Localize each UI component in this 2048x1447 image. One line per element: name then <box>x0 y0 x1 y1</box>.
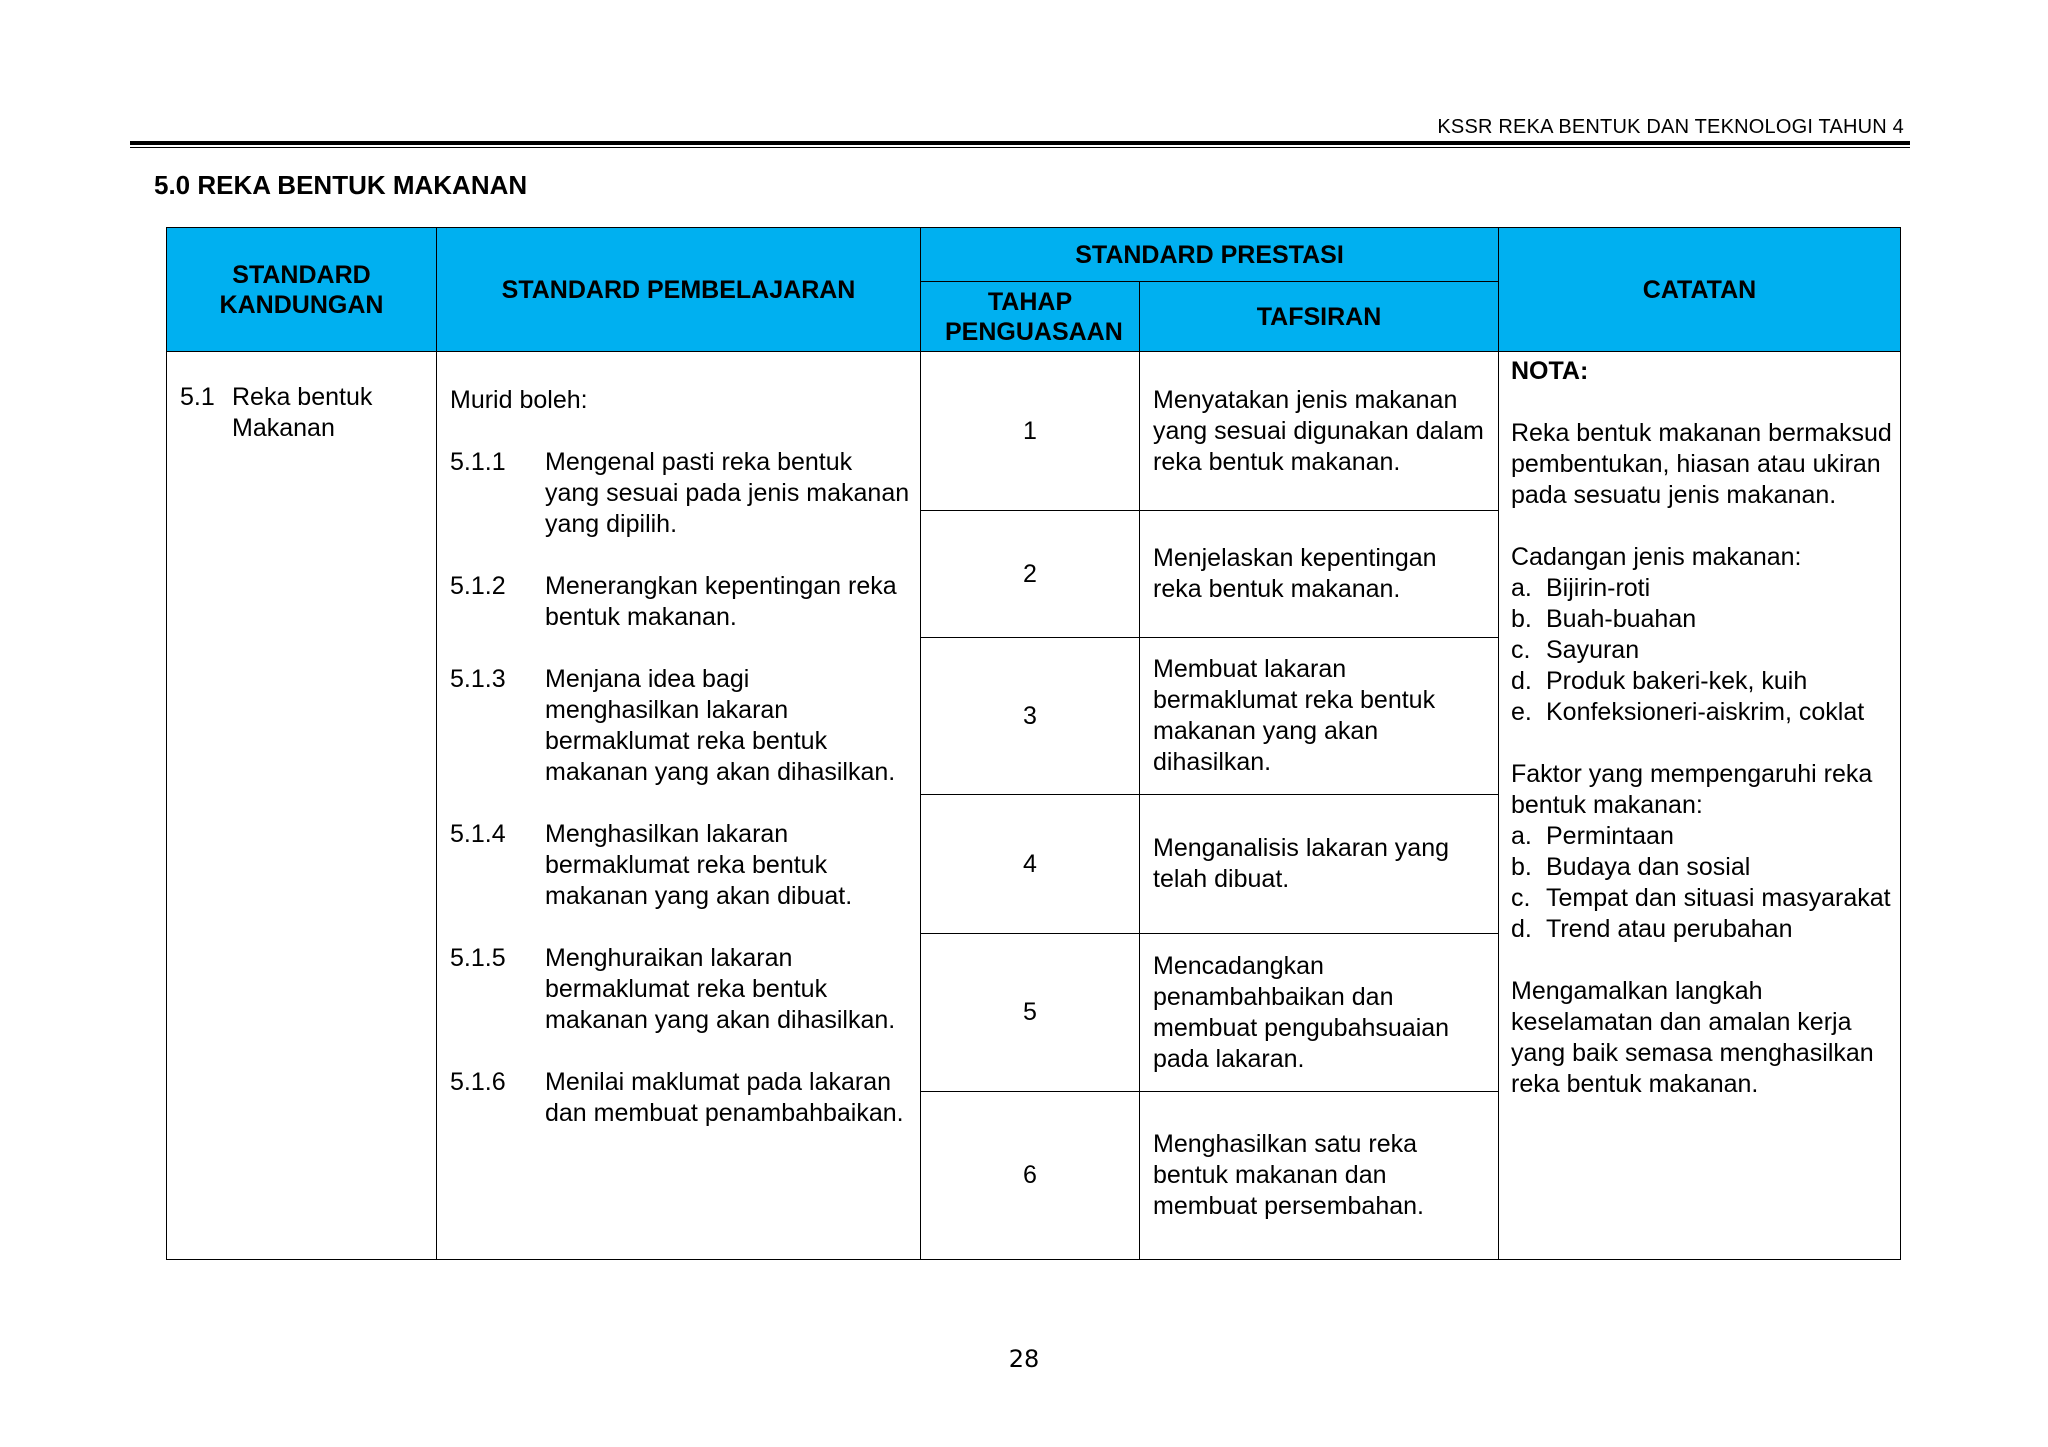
list-text: Trend atau perubahan <box>1546 915 1793 943</box>
table-row <box>167 352 1901 511</box>
standard-kandungan-cell <box>167 352 437 1260</box>
list-item <box>1511 697 1892 728</box>
tahap-cell: 4 <box>921 795 1140 934</box>
section-title: 5.0 REKA BENTUK MAKANAN <box>154 170 528 200</box>
list-letter: d. <box>1511 915 1532 943</box>
learning-standard-number: 5.1.5 <box>450 944 506 972</box>
list-item <box>1511 821 1892 852</box>
header-catatan: CATATAN <box>1499 228 1901 352</box>
list-letter: d. <box>1511 667 1532 695</box>
amalan-note: Mengamalkan langkah keselamatan dan amalan kerja yang baik semasa menghasilkan reka bentuk makanan. <box>1511 977 1874 1098</box>
cadangan-title: Cadangan jenis makanan: <box>1511 543 1802 571</box>
learning-standard-text: Menerangkan kepentingan reka bentuk makanan. <box>545 572 897 631</box>
tahap-cell: 1 <box>921 352 1140 511</box>
list-letter: b. <box>1511 605 1532 633</box>
tafsiran-cell: Menyatakan jenis makanan yang sesuai digunakan dalam reka bentuk makanan. <box>1140 352 1499 511</box>
standard-kandungan-text: Reka bentuk Makanan <box>232 383 373 442</box>
list-letter: a. <box>1511 822 1532 850</box>
list-text: Produk bakeri-kek, kuih <box>1546 667 1808 695</box>
learning-standard-number: 5.1.6 <box>450 1068 506 1096</box>
list-text: Permintaan <box>1546 822 1674 850</box>
tafsiran-cell: Mencadangkan penambahbaikan dan membuat pengubahsuaian pada lakaran. <box>1140 934 1499 1092</box>
learning-standard-text: Menghasilkan lakaran bermaklumat reka bentuk makanan yang akan dibuat. <box>545 820 853 910</box>
header-standard-prestasi: STANDARD PRESTASI <box>921 228 1499 282</box>
header-tafsiran: TAFSIRAN <box>1140 282 1499 352</box>
list-text: Sayuran <box>1546 636 1640 664</box>
learning-standard-number: 5.1.4 <box>450 820 506 848</box>
list-text: Budaya dan sosial <box>1546 853 1751 881</box>
list-letter: c. <box>1511 884 1531 912</box>
list-item <box>1511 914 1892 945</box>
list-letter: c. <box>1511 636 1531 664</box>
tahap-cell: 5 <box>921 934 1140 1092</box>
list-item <box>1511 883 1892 914</box>
list-item <box>450 447 910 540</box>
list-letter: e. <box>1511 698 1532 726</box>
learning-standard-number: 5.1.2 <box>450 572 506 600</box>
header-rule-thin <box>130 147 1910 148</box>
list-item <box>1511 635 1892 666</box>
list-text: Tempat dan situasi masyarakat <box>1546 884 1891 912</box>
tahap-cell: 2 <box>921 511 1140 638</box>
header-tahap-penguasaan: TAHAP PENGUASAAN <box>921 282 1140 352</box>
header-standard-pembelajaran: STANDARD PEMBELAJARAN <box>437 228 921 352</box>
header-standard-kandungan: STANDARD KANDUNGAN <box>167 228 437 352</box>
list-letter: b. <box>1511 853 1532 881</box>
list-item <box>1511 666 1892 697</box>
list-letter: a. <box>1511 574 1532 602</box>
learning-standard-text: Menghuraikan lakaran bermaklumat reka bentuk makanan yang akan dihasilkan. <box>545 944 896 1034</box>
list-text: Buah-buahan <box>1546 605 1697 633</box>
learning-standard-text: Mengenal pasti reka bentuk yang sesuai pada jenis makanan yang dipilih. <box>545 448 910 538</box>
standard-pembelajaran-cell <box>437 352 921 1260</box>
curriculum-table <box>166 227 1901 1260</box>
header-row-1 <box>167 228 1901 282</box>
list-item <box>450 1067 910 1129</box>
list-text: Bijirin-roti <box>1546 574 1651 602</box>
learning-standard-text: Menilai maklumat pada lakaran dan membuat penambahbaikan. <box>545 1068 904 1127</box>
page-number: 28 <box>1008 1345 1040 1373</box>
list-item <box>450 664 910 788</box>
tafsiran-cell: Menjelaskan kepentingan reka bentuk makanan. <box>1140 511 1499 638</box>
nota-label: NOTA: <box>1511 357 1589 385</box>
header-rule-thick <box>130 141 1910 145</box>
faktor-title: Faktor yang mempengaruhi reka bentuk makanan: <box>1511 760 1873 819</box>
list-text: Konfeksioneri-aiskrim, coklat <box>1546 698 1865 726</box>
list-item <box>450 943 910 1036</box>
tafsiran-cell: Menganalisis lakaran yang telah dibuat. <box>1140 795 1499 934</box>
list-item <box>1511 852 1892 883</box>
list-item <box>1511 573 1892 604</box>
list-item <box>450 819 910 912</box>
tahap-cell: 6 <box>921 1092 1140 1260</box>
standard-pembelajaran-intro: Murid boleh: <box>450 386 588 414</box>
learning-standard-text: Menjana idea bagi menghasilkan lakaran bermaklumat reka bentuk makanan yang akan dihasilkan. <box>545 665 896 786</box>
tafsiran-cell: Membuat lakaran bermaklumat reka bentuk makanan yang akan dihasilkan. <box>1140 638 1499 795</box>
catatan-cell <box>1499 352 1901 1260</box>
list-item <box>450 571 910 633</box>
tahap-cell: 3 <box>921 638 1140 795</box>
nota-definition: Reka bentuk makanan bermaksud pembentukan, hiasan atau ukiran pada sesuatu jenis makanan. <box>1511 419 1892 509</box>
learning-standard-number: 5.1.1 <box>450 448 506 476</box>
list-item <box>1511 604 1892 635</box>
tafsiran-cell: Menghasilkan satu reka bentuk makanan dan membuat persembahan. <box>1140 1092 1499 1260</box>
standard-kandungan-number: 5.1 <box>180 383 215 411</box>
cadangan-list <box>1511 573 1892 728</box>
learning-standard-number: 5.1.3 <box>450 665 506 693</box>
document-header-title: KSSR REKA BENTUK DAN TEKNOLOGI TAHUN 4 <box>1437 116 1904 138</box>
faktor-list <box>1511 821 1892 945</box>
